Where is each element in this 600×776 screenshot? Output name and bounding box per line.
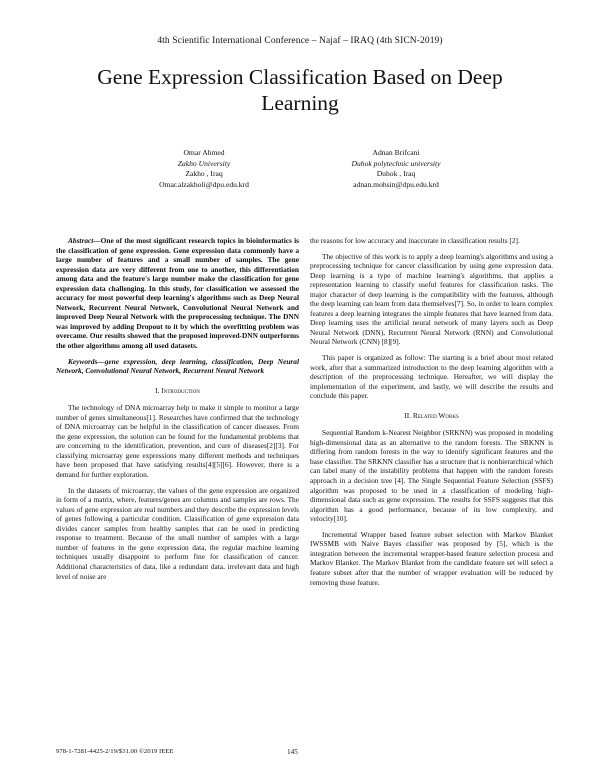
- paragraph: In the datasets of microarray, the values of the gene expression are organized in form of a matrix, where, features/genes are columns and samples are rows. The values of gene expression are real numbers and they describe the expression levels of genes following a particular condition. Classification of gene expression data divides cancer samples from healthy samples that can be used in predicting response to treatment. Because of the small number of samples with a large number of features in the gene expression data, the regular machine learning techniques usually disappoint to perform fine for classification of cancer. Additional characteristics of data, like a redundant data, irrelevant data and high level of noise are: [56, 485, 299, 581]
- author-email: adnan.mohsin@dpu.edu.krd: [353, 179, 439, 189]
- keywords-lead: Keywords—: [68, 356, 105, 366]
- paragraph: Incremental Wrapper based feature subset selection with Markov Blanket IWSSMB with Naive Bayes classifier was proposed by [5], which is the integration between the incremental wrapper-based feature selection process and Markov Blanket. The Markov Blanket from the candidate feature set will select a feature subset after that the number of wrapper evaluation will be reduced by removing those feature.: [310, 529, 553, 587]
- author-name: Omar Ahmed: [183, 148, 225, 157]
- page-number: 145: [287, 748, 298, 756]
- author-location: Duhok , Iraq: [376, 169, 416, 179]
- abstract: [56, 236, 299, 351]
- author-block-1: [104, 148, 304, 190]
- paragraph: Sequential Random k-Nearest Neighbor (SRKNN) was proposed in modeling high-dimensional data as an alternative to the random forests. The SRKNN is differing from random forests in the way to identify significant features and the base classifier. The SRKNN classifier has a structure that is nonhierarchical which can label many of the instability problems that happen with the random forests approach in a decision tree [4]. The Single Sequential Feature Selection (SSFS) algorithm was proposed to be used in a classification of modeling high-dimensional data such as gene expression. The results for SSFS suggests that this algorithm has a good performance, because of its low complexity, and velocity[10].: [310, 428, 553, 524]
- author-affiliation: Zakho University: [177, 158, 231, 168]
- author-email: Omar.alzakholi@dpu.edu.krd: [159, 179, 249, 189]
- paragraph: This paper is organized as follow: The starting is a brief about most related work, after that a summarized introduction to the deep learning algorithm with a description of the preprocessing technique. Hereafter, we will display the implementation of the experiment, and lastly, we will describe the results and conclude this paper.: [310, 353, 553, 401]
- paragraph: The technology of DNA microarray help to make it simple to monitor a large number of genes simultaneous[1]. Researches have confirmed that the technology of DNA microarray can be helpful in the classification of cancer diseases. From the gene expression, the solution can be found for the fundamental problems that are concerning to the identification, prevention, and cure of diseases[2][3]. For classifying microarray gene expressions many different methods and techniques have been proposed that have satisfying results[4][5][6]. However, there is a demand for further exploration.: [56, 403, 299, 480]
- author-affiliation: Duhok polytechnic university: [351, 158, 441, 168]
- right-column: [310, 236, 553, 593]
- section-heading-introduction: I. Introduction: [155, 385, 200, 395]
- paragraph: The objective of this work is to apply a deep learning's algorithms and using a preprocessing technique for cancer classification by using gene expression data. Deep learning is a type of machine learning's algorithms, that applies a representation learning to classify useful features for classification tasks. The major character of deep learning is the compatibility with the features, although the deep learning can learn from data themselves[7]. So, in order to learn complex features a deep learning integrates the simple features that have learned from data. Deep learning uses the artificial neural network of many layers such as Deep Neural Network (DNN), Recurrent Neural Network (RNN) and Convolutional Neural Network (CNN) [8][9].: [310, 251, 553, 347]
- keywords: [56, 357, 299, 376]
- left-column: [56, 236, 299, 587]
- author-block-2: [296, 148, 496, 190]
- section-heading-related-works: II. Related Works: [404, 410, 459, 420]
- paragraph: the reasons for low accuracy and inaccurate in classification results [2].: [310, 236, 520, 245]
- abstract-text: One of the most significant research topics in bioinformatics is the classification of gene expression. Gene expression data commonly have a large number of features and a small number of samples. The gene expression data are very different from one to another, this differentiation among data and the feature's large number make the classification for gene expression data challenging. In this study, for classification we assessed the accuracy for most powerful deep learning's algorithms such as Deep Neural Network, Recurrent Neural Network, Convolutional Neural Network and improved Deep Neural Network with the preprocessing technique. The DNN was improved by adding Dropout to it by which the overfitting problem was overcame. Our results showed that the proposed improved-DNN outperforms the other algorithms among all used datasets.: [56, 236, 299, 351]
- conference-header: 4th Scientific International Conference – Najaf – IRAQ (4th SICN-2019): [157, 36, 443, 46]
- paper-title: Gene Expression Classification Based on Deep Learning: [97, 65, 503, 115]
- abstract-lead: Abstract—: [68, 236, 101, 245]
- author-name: Adnan Brifcani: [372, 148, 420, 157]
- footer-isbn: 978-1-7281-4425-2/19/$31.00 ©2019 IEEE: [56, 748, 174, 755]
- keywords-text: gene expression, deep learning, classification, Deep Neural Network, Convolutional Neural Network, Recurrent Neural Network: [56, 356, 299, 376]
- author-location: Zakho , Iraq: [185, 169, 223, 179]
